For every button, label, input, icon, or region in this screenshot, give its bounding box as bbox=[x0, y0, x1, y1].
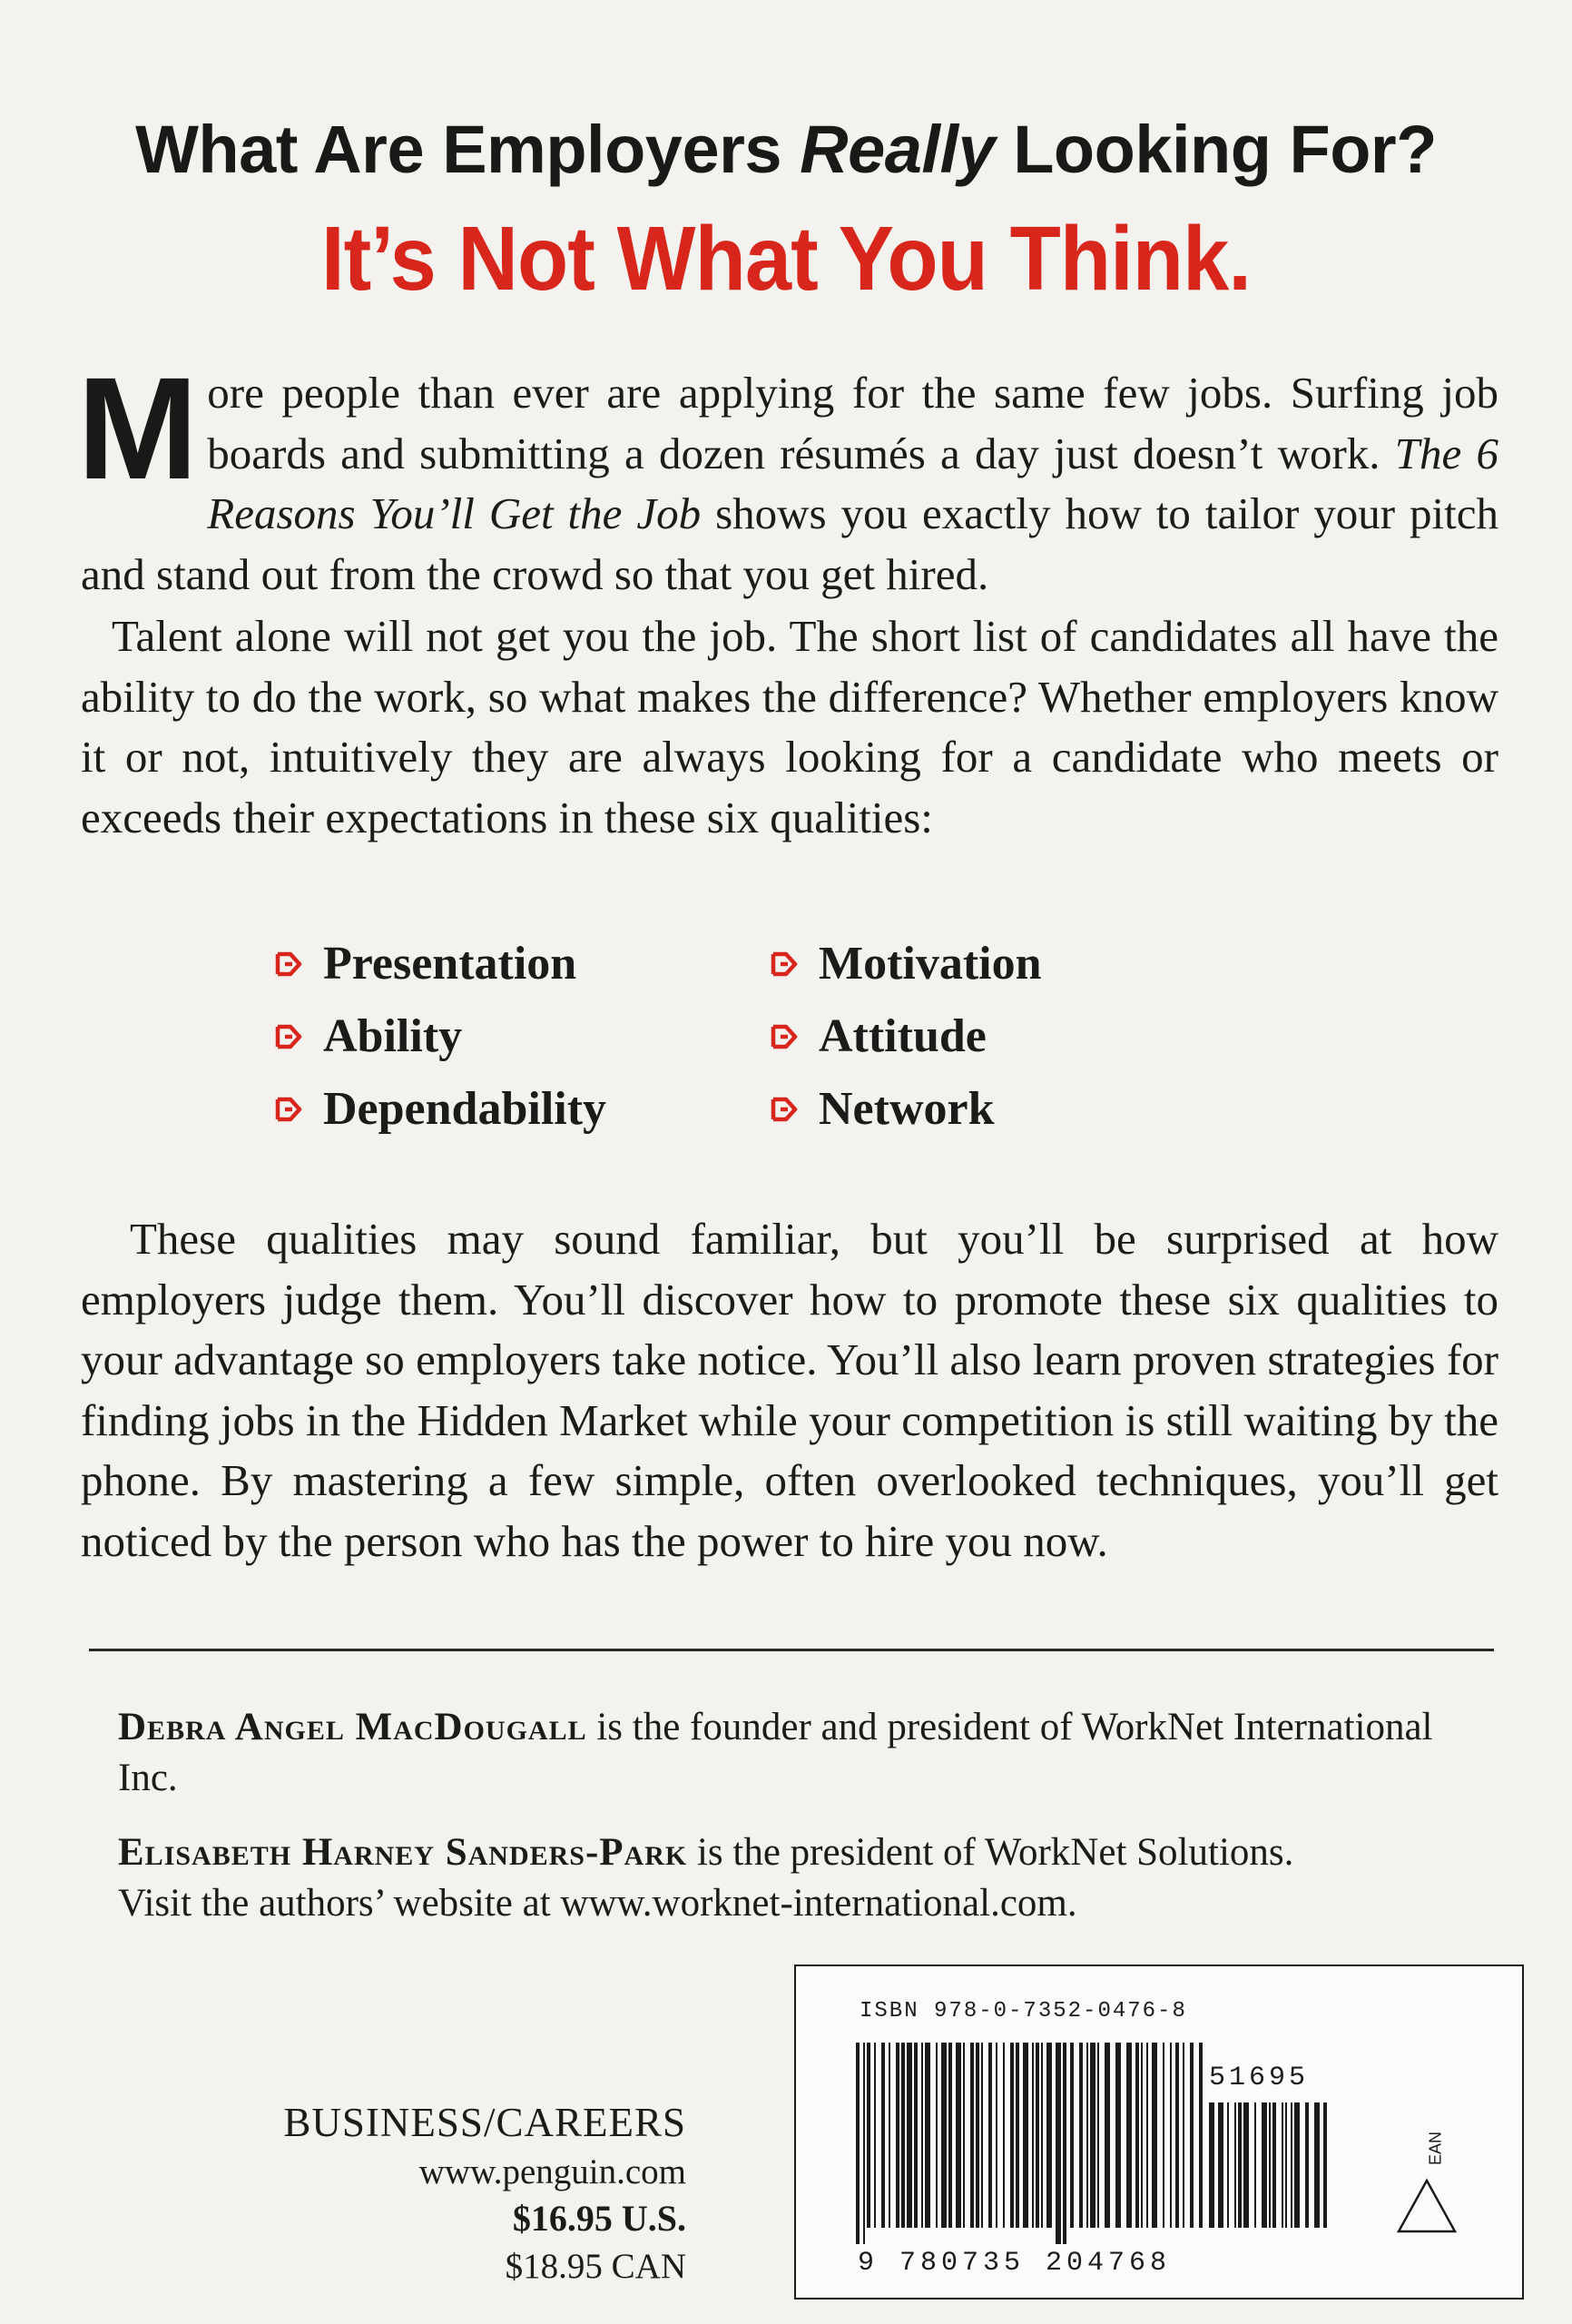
barcode-bar bbox=[1218, 2102, 1223, 2228]
barcode-bar bbox=[936, 2043, 938, 2228]
quality-item bbox=[770, 937, 1042, 990]
quality-label: Network bbox=[819, 1083, 995, 1135]
barcode-bar bbox=[1199, 2043, 1203, 2228]
arrow-bullet-icon bbox=[274, 1094, 303, 1125]
quality-item bbox=[770, 1009, 987, 1063]
subheadline: It’s Not What You Think. bbox=[321, 208, 1251, 310]
barcode-bar bbox=[1291, 2102, 1292, 2228]
price-code-digits: 51695 bbox=[1209, 2063, 1310, 2093]
quality-label: Dependability bbox=[323, 1083, 607, 1135]
price-can: $18.95 CAN bbox=[505, 2247, 686, 2286]
arrow-bullet-icon bbox=[770, 1094, 799, 1125]
barcode-bar bbox=[1016, 2043, 1019, 2228]
barcode-bar bbox=[941, 2043, 947, 2228]
barcode-bar bbox=[1272, 2102, 1276, 2228]
headline bbox=[0, 111, 1572, 188]
headline-emphasis: Really bbox=[800, 112, 996, 187]
author-name: Debra Angel MacDougall bbox=[118, 1706, 587, 1748]
barcode-bar bbox=[1152, 2043, 1157, 2228]
authors-website-line: Visit the authors’ website at www.worknet-international.com. bbox=[118, 1882, 1077, 1925]
barcode-bar bbox=[948, 2043, 952, 2228]
author-bio-2 bbox=[118, 1827, 1498, 1929]
quality-item bbox=[274, 937, 576, 990]
barcode-bar bbox=[1135, 2043, 1139, 2228]
drop-cap: M bbox=[77, 347, 199, 509]
quality-item bbox=[770, 1082, 995, 1136]
barcode-bar bbox=[996, 2043, 997, 2228]
barcode-bar bbox=[856, 2043, 860, 2244]
barcode-bar bbox=[1285, 2102, 1287, 2228]
book-category: BUSINESS/CAREERS bbox=[283, 2100, 686, 2145]
barcode-bar bbox=[925, 2043, 930, 2228]
barcode-bar bbox=[988, 2043, 992, 2228]
isbn-label: ISBN 978-0-7352-0476-8 bbox=[860, 1999, 1187, 2024]
barcode-bar bbox=[1105, 2043, 1110, 2228]
quality-label: Ability bbox=[323, 1010, 463, 1062]
barcode-bar bbox=[1097, 2043, 1099, 2228]
arrow-bullet-icon bbox=[770, 1021, 799, 1052]
quality-label: Presentation bbox=[323, 938, 577, 990]
barcode-bar bbox=[1010, 2043, 1014, 2228]
barcode-bar bbox=[863, 2043, 865, 2244]
arrow-bullet-icon bbox=[274, 949, 303, 980]
ean-digits: 9 780735 204768 bbox=[858, 2248, 1172, 2279]
barcode-bar bbox=[1115, 2043, 1121, 2228]
barcode-bar bbox=[1282, 2102, 1283, 2228]
barcode-bar bbox=[889, 2043, 890, 2228]
divider bbox=[89, 1649, 1494, 1651]
barcode-bar bbox=[1036, 2043, 1039, 2228]
barcode-bar bbox=[1041, 2043, 1043, 2228]
barcode-bar bbox=[1003, 2043, 1005, 2228]
barcode-bar bbox=[1090, 2043, 1095, 2228]
quality-label: Motivation bbox=[819, 938, 1042, 990]
barcode-bar bbox=[867, 2043, 870, 2228]
barcode-bar bbox=[1126, 2043, 1132, 2228]
barcode-bar bbox=[963, 2043, 965, 2228]
barcode-bar bbox=[921, 2043, 923, 2228]
barcode-bar bbox=[1175, 2043, 1179, 2228]
barcode-bar bbox=[1305, 2102, 1309, 2228]
barcode-bar bbox=[1254, 2102, 1256, 2228]
barcode-bar bbox=[1209, 2102, 1214, 2228]
barcode-bar bbox=[1056, 2043, 1061, 2244]
intro-paragraph-2: Talent alone will not get you the job. The short list of candidates all have the ability to do the work, so what makes the difference? Whether employers know it or not, intuitively they are always looking for a candidate who meets or exceeds their expectations in these six qualities: bbox=[81, 611, 1498, 842]
barcode-bar bbox=[1070, 2043, 1074, 2228]
barcode-bar bbox=[1141, 2043, 1143, 2228]
author-name: Elisabeth Harney Sanders-Park bbox=[118, 1831, 688, 1874]
arrow-bullet-icon bbox=[770, 949, 799, 980]
author-bio-1 bbox=[118, 1702, 1498, 1804]
ean-barcode bbox=[856, 2043, 1203, 2244]
barcode-bar bbox=[907, 2043, 912, 2228]
barcode-box bbox=[794, 1965, 1524, 2299]
barcode-bar bbox=[1243, 2102, 1249, 2228]
intro-p1-start: ore people than ever are applying for the same few jobs. Surfing job boards and submitting a dozen résumés a day just doesn’t work. bbox=[207, 368, 1498, 478]
barcode-bar bbox=[1079, 2043, 1083, 2228]
quality-item bbox=[274, 1082, 606, 1136]
barcode-bar bbox=[981, 2043, 983, 2228]
barcode-bar bbox=[1190, 2043, 1194, 2228]
barcode-bar bbox=[1170, 2043, 1172, 2228]
barcode-bar bbox=[1032, 2043, 1034, 2228]
headline-text-after: Looking For? bbox=[995, 112, 1437, 187]
barcode-bar bbox=[1238, 2102, 1242, 2228]
publisher-website: www.penguin.com bbox=[418, 2152, 686, 2191]
price-us: $16.95 U.S. bbox=[512, 2198, 686, 2239]
barcode-bar bbox=[1269, 2102, 1271, 2228]
barcode-bar bbox=[1314, 2102, 1320, 2228]
barcode-bar bbox=[1323, 2102, 1327, 2228]
barcode-bar bbox=[976, 2043, 979, 2228]
barcode-bar bbox=[914, 2043, 918, 2228]
barcode-bar bbox=[1294, 2102, 1300, 2228]
price-addon-barcode bbox=[1209, 2102, 1327, 2244]
barcode-bar bbox=[956, 2043, 961, 2228]
barcode-bar bbox=[881, 2043, 885, 2228]
intro-paragraph-1 bbox=[77, 347, 1498, 605]
arrow-bullet-icon bbox=[274, 1021, 303, 1052]
barcode-bar bbox=[1063, 2043, 1066, 2244]
barcode-bar bbox=[1146, 2043, 1148, 2228]
triangle-mark-icon bbox=[1395, 2177, 1459, 2235]
barcode-bar bbox=[1183, 2043, 1184, 2228]
book-title: The 6 Reasons You’ll Get the Job bbox=[207, 428, 1498, 538]
barcode-bar bbox=[874, 2043, 876, 2228]
quality-label: Attitude bbox=[819, 1010, 987, 1062]
ean-label: EAN bbox=[1426, 2132, 1445, 2166]
barcode-bar bbox=[1046, 2043, 1052, 2228]
barcode-bar bbox=[1163, 2043, 1164, 2228]
intro-p1-end: shows you exactly how to tailor your pitch and stand out from the crowd so that you get hired. bbox=[81, 488, 1498, 599]
barcode-bar bbox=[1086, 2043, 1088, 2228]
barcode-bar bbox=[896, 2043, 899, 2228]
closing-paragraph: These qualities may sound familiar, but you’ll be surprised at how employers judge them. You’ll discover how to promote these six qualities to your advantage so employers take notice. You’ll also learn proven strategies for finding jobs in the Hidden Market while your competition is still waiting by the phone. By mastering a few simple, often overlooked techniques, you’ll get noticed by the person who has the power to hire you now. bbox=[81, 1214, 1498, 1566]
author-bio-text: is the founder and president of WorkNet International Inc. bbox=[118, 1706, 1433, 1799]
barcode-bar bbox=[1227, 2102, 1229, 2228]
barcode-bar bbox=[970, 2043, 974, 2228]
author-bio-text: is the president of WorkNet Solutions. bbox=[687, 1831, 1294, 1874]
barcode-bar bbox=[1234, 2102, 1236, 2228]
quality-item bbox=[274, 1009, 462, 1063]
barcode-bar bbox=[901, 2043, 905, 2228]
headline-text-before: What Are Employers bbox=[135, 112, 801, 187]
barcode-bar bbox=[1023, 2043, 1028, 2228]
barcode-bar bbox=[1262, 2102, 1267, 2228]
